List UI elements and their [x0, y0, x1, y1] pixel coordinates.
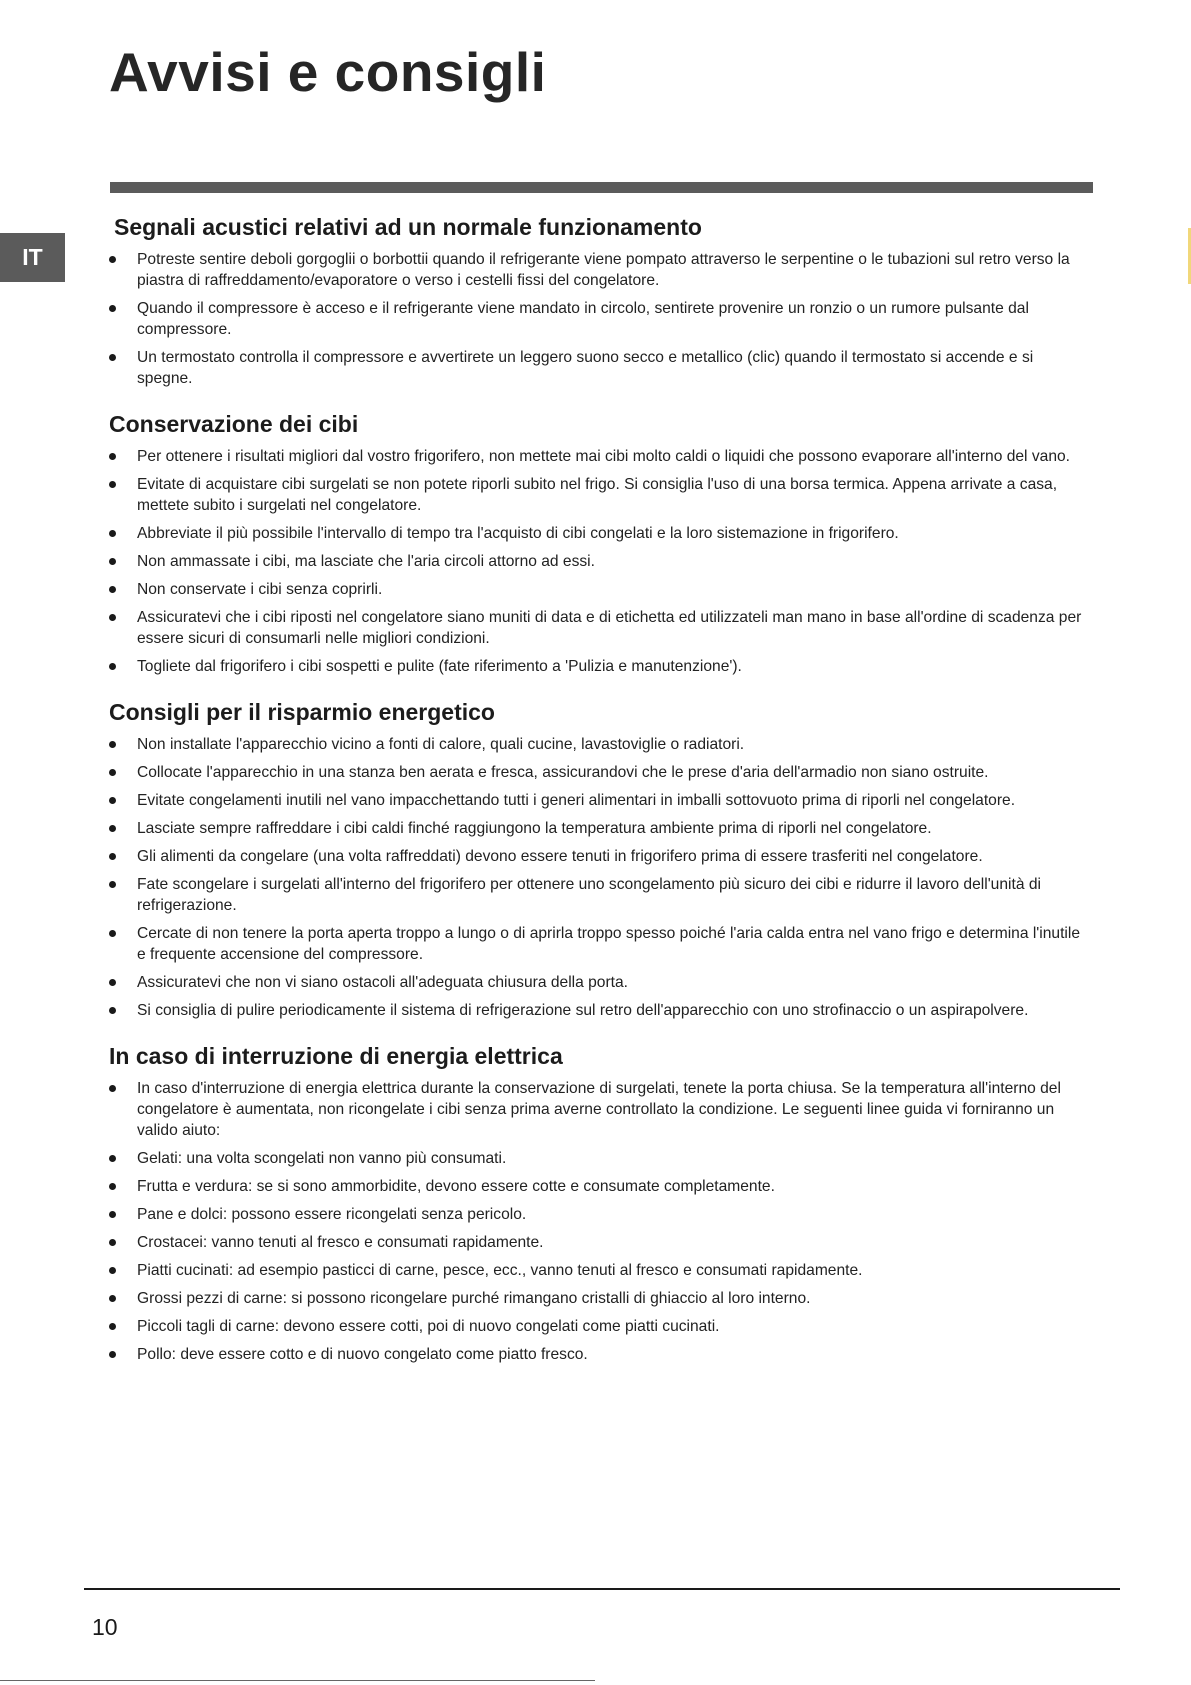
item-text: Non installate l'apparecchio vicino a fonti di calore, quali cucine, lavastoviglie o radiatori.	[137, 736, 745, 753]
list-item	[109, 923, 1084, 965]
section-power-outage	[109, 1041, 1084, 1365]
list-item	[109, 1078, 1084, 1141]
item-text: Lasciate sempre raffreddare i cibi caldi finché raggiungono la temperatura ambiente prima di riporli nel congelatore.	[137, 820, 932, 837]
section-title: Consigli per il risparmio energetico	[109, 699, 495, 725]
bullet-icon	[109, 825, 116, 832]
page-title: Avvisi e consigli	[109, 41, 547, 103]
content	[109, 212, 1084, 1385]
list-item	[109, 347, 1084, 389]
bullet-icon	[109, 481, 116, 488]
item-text: Assicuratevi che non vi siano ostacoli all'adeguata chiusura della porta.	[137, 974, 629, 991]
list-item	[109, 1204, 1084, 1225]
item-text: Si consiglia di pulire periodicamente il sistema di refrigerazione sul retro dell'apparecchio con uno strofinaccio o un aspirapolvere.	[137, 1002, 1029, 1019]
bullet-icon	[109, 979, 116, 986]
bullet-icon	[109, 1183, 116, 1190]
list-item	[109, 1344, 1084, 1365]
list-item	[109, 607, 1084, 649]
bottom-rule	[0, 1680, 595, 1681]
bullet-icon	[109, 1323, 116, 1330]
item-text: Pollo: deve essere cotto e di nuovo congelato come piatto fresco.	[137, 1346, 588, 1363]
bullet-icon	[109, 881, 116, 888]
item-text: Fate scongelare i surgelati all'interno del frigorifero per ottenere uno scongelamento più sicuro dei cibi e ridurre il lavoro dell'unità di refrigerazione.	[137, 876, 1041, 914]
section-food-storage	[109, 409, 1084, 677]
item-text: Un termostato controlla il compressore e avvertirete un leggero suono secco e metallico (clic) quando il termostato si accende e si spegne.	[137, 349, 1034, 387]
bullet-icon	[109, 769, 116, 776]
bullet-icon	[109, 1155, 116, 1162]
list-item	[109, 474, 1084, 516]
list-item	[109, 446, 1084, 467]
footer-rule	[84, 1588, 1120, 1590]
bullet-icon	[109, 530, 116, 537]
section-energy-saving	[109, 697, 1084, 1021]
list-item	[109, 1260, 1084, 1281]
bullet-icon	[109, 256, 116, 263]
item-text: Collocate l'apparecchio in una stanza ben aerata e fresca, assicurandovi che le prese d'aria dell'armadio non siano ostruite.	[137, 764, 989, 781]
item-text: Togliete dal frigorifero i cibi sospetti e pulite (fate riferimento a 'Pulizia e manutenzione').	[137, 658, 742, 675]
list-item	[109, 551, 1084, 572]
item-text: In caso d'interruzione di energia elettrica durante la conservazione di surgelati, tenete la porta chiusa. Se la temperatura all'interno del congelatore è aumentata, non ricongelate i cibi senza prima averne controllato la condizione. Le seguenti linee guida vi forniranno un valido aiuto:	[137, 1080, 1061, 1139]
list-item	[109, 1232, 1084, 1253]
item-text: Non ammassate i cibi, ma lasciate che l'aria circoli attorno ad essi.	[137, 553, 595, 570]
bullet-list	[109, 249, 1084, 389]
bullet-icon	[109, 586, 116, 593]
item-text: Cercate di non tenere la porta aperta troppo a lungo o di aprirla troppo spesso poiché l'aria calda entra nel vano frigo e determina l'inutile e frequente accensione del compressore.	[137, 925, 1081, 963]
list-item	[109, 656, 1084, 677]
language-tab: IT	[0, 233, 65, 282]
section-title: Segnali acustici relativi ad un normale funzionamento	[114, 214, 702, 240]
bullet-icon	[109, 930, 116, 937]
item-text: Evitate congelamenti inutili nel vano impacchettando tutti i generi alimentari in imballi sottovuoto prima di riporli nel congelatore.	[137, 792, 1016, 809]
bullet-icon	[109, 797, 116, 804]
section-title: In caso di interruzione di energia elettrica	[109, 1043, 563, 1069]
list-item	[109, 1288, 1084, 1309]
bullet-icon	[109, 1239, 116, 1246]
list-item	[109, 1148, 1084, 1169]
list-item	[109, 972, 1084, 993]
item-text: Frutta e verdura: se si sono ammorbidite, devono essere cotte e consumate completamente.	[137, 1178, 775, 1195]
bullet-icon	[109, 614, 116, 621]
item-text: Piccoli tagli di carne: devono essere cotti, poi di nuovo congelati come piatti cucinati.	[137, 1318, 720, 1335]
list-item	[109, 523, 1084, 544]
item-text: Pane e dolci: possono essere ricongelati senza pericolo.	[137, 1206, 527, 1223]
item-text: Grossi pezzi di carne: si possono ricongelare purché rimangano cristalli di ghiaccio al loro interno.	[137, 1290, 811, 1307]
item-text: Potreste sentire deboli gorgoglii o borbottii quando il refrigerante viene pompato attraverso le serpentine o le tubazioni sul retro verso la piastra di raffreddamento/evaporatore o verso i cestelli fissi del congelatore.	[137, 251, 1070, 289]
bullet-icon	[109, 354, 116, 361]
bullet-icon	[109, 1085, 116, 1092]
bullet-list	[109, 446, 1084, 677]
bullet-icon	[109, 1211, 116, 1218]
list-item	[109, 579, 1084, 600]
bullet-icon	[109, 1295, 116, 1302]
list-item	[109, 734, 1084, 755]
bullet-icon	[109, 853, 116, 860]
list-item	[109, 874, 1084, 916]
item-text: Quando il compressore è acceso e il refrigerante viene mandato in circolo, sentirete provenire un ronzio o un rumore pulsante dal compressore.	[137, 300, 1029, 338]
list-item	[109, 298, 1084, 340]
bullet-icon	[109, 1267, 116, 1274]
list-item	[109, 790, 1084, 811]
list-item	[109, 249, 1084, 291]
bullet-icon	[109, 453, 116, 460]
item-text: Per ottenere i risultati migliori dal vostro frigorifero, non mettete mai cibi molto caldi o liquidi che possono evaporare all'interno del vano.	[137, 448, 1071, 465]
item-text: Gelati: una volta scongelati non vanno più consumati.	[137, 1150, 507, 1167]
item-text: Abbreviate il più possibile l'intervallo di tempo tra l'acquisto di cibi congelati e la loro sistemazione in frigorifero.	[137, 525, 899, 542]
item-text: Assicuratevi che i cibi riposti nel congelatore siano muniti di data e di etichetta ed utilizzateli man mano in base all'ordine di scadenza per essere sicuri di consumarli nelle migliori condizioni.	[137, 609, 1082, 647]
section-title: Conservazione dei cibi	[109, 411, 359, 437]
list-item	[109, 846, 1084, 867]
bullet-icon	[109, 663, 116, 670]
item-text: Crostacei: vanno tenuti al fresco e consumati rapidamente.	[137, 1234, 544, 1251]
bullet-list	[109, 734, 1084, 1021]
section-acoustic-signals	[109, 212, 1084, 389]
list-item	[109, 1176, 1084, 1197]
item-text: Gli alimenti da congelare (una volta raffreddati) devono essere tenuti in frigorifero prima di essere trasferiti nel congelatore.	[137, 848, 983, 865]
page-number: 10	[92, 1614, 118, 1640]
bullet-icon	[109, 1351, 116, 1358]
item-text: Evitate di acquistare cibi surgelati se non potete riporli subito nel frigo. Si consiglia l'uso di una borsa termica. Appena arrivate a casa, mettete subito i surgelati nel congelatore.	[137, 476, 1058, 514]
bullet-icon	[109, 1007, 116, 1014]
list-item	[109, 1000, 1084, 1021]
title-rule	[110, 182, 1093, 193]
bullet-icon	[109, 305, 116, 312]
list-item	[109, 762, 1084, 783]
bullet-icon	[109, 741, 116, 748]
list-item	[109, 1316, 1084, 1337]
item-text: Piatti cucinati: ad esempio pasticci di carne, pesce, ecc., vanno tenuti al fresco e consumati rapidamente.	[137, 1262, 863, 1279]
bullet-icon	[109, 558, 116, 565]
bullet-list	[109, 1078, 1084, 1365]
item-text: Non conservate i cibi senza coprirli.	[137, 581, 383, 598]
list-item	[109, 818, 1084, 839]
